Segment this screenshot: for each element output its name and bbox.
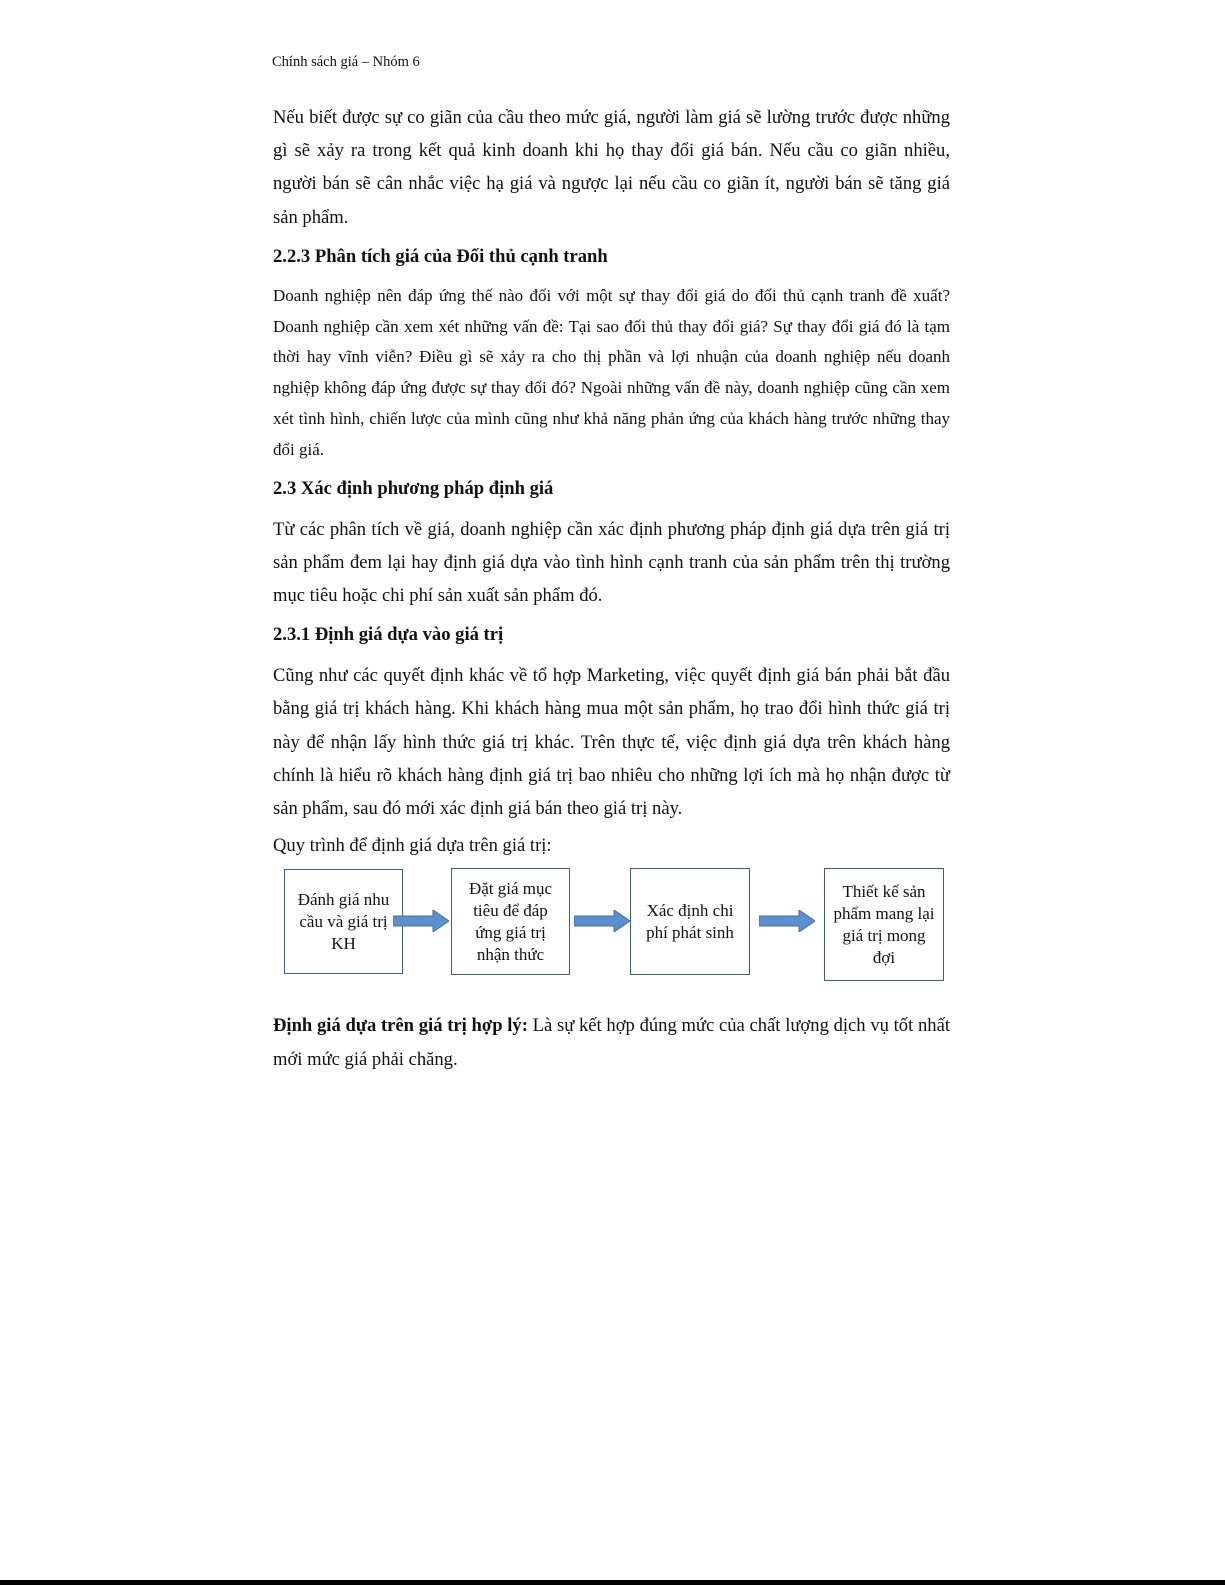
flow-arrow-3	[759, 910, 815, 932]
heading-competitor-price-analysis: 2.2.3 Phân tích giá của Đối thủ cạnh tranh	[273, 245, 608, 267]
value-paragraph: Cũng như các quyết định khác về tổ hợp Marketing, việc quyết định giá bán phải bắt đầu bằng giá trị khách hàng. Khi khách hàng mua một sản phẩm, họ trao đổi hình thức giá trị này để nhận lấy hình thức giá trị khác. Trên thực tế, việc định giá dựa trên khách hàng chính là hiểu rõ khách hàng định giá trị bao nhiêu cho những lợi ích mà họ nhận được từ sản phẩm, sau đó mới xác định giá bán theo giá trị này.	[273, 665, 950, 820]
running-header: Chính sách giá – Nhóm 6	[272, 54, 420, 70]
flow-arrow-1	[393, 910, 449, 932]
heading-pricing-method: 2.3 Xác định phương pháp định giá	[273, 477, 554, 499]
flow-step-set-target-price: Đặt giá mục tiêu để đáp ứng giá trị nhận thức	[451, 868, 570, 975]
final-paragraph	[273, 1009, 950, 1075]
right-arrow-icon	[574, 910, 630, 932]
value-pricing-flowchart	[273, 865, 950, 987]
process-intro: Quy trình để định giá dựa trên giá trị:	[273, 835, 552, 857]
final-paragraph-lead: Định giá dựa trên giá trị hợp lý:	[273, 1015, 528, 1037]
flow-step-assess-needs: Đánh giá nhu cầu và giá trị KH	[284, 869, 403, 974]
method-paragraph: Từ các phân tích về giá, doanh nghiệp cần xác định phương pháp định giá dựa trên giá trị sản phẩm đem lại hay định giá dựa vào tình hình cạnh tranh của sản phẩm trên thị trường mục tiêu hoặc chi phí sản xuất sản phẩm đó.	[273, 518, 950, 606]
intro-paragraph: Nếu biết được sự co giãn của cầu theo mức giá, người làm giá sẽ lường trước được những gì sẽ xảy ra trong kết quả kinh doanh khi họ thay đổi giá bán. Nếu cầu co giãn nhiều, người bán sẽ cân nhắc việc hạ giá và ngược lại nếu cầu co giãn ít, người bán sẽ tăng giá sản phẩm.	[273, 107, 950, 228]
competitor-paragraph: Doanh nghiệp nên đáp ứng thế nào đối với một sự thay đổi giá do đối thủ cạnh tranh đề xuất? Doanh nghiệp cần xem xét những vấn đề: Tại sao đối thủ thay đổi giá? Sự thay đổi giá đó là tạm thời hay vĩnh viễn? Điều gì sẽ xảy ra cho thị phần và lợi nhuận của doanh nghiệp nếu doanh nghiệp không đáp ứng được sự thay đổi đó? Ngoài những vấn đề này, doanh nghiệp cũng cần xem xét tình hình, chiến lược của mình cũng như khả năng phản ứng của khách hàng trước những thay đổi giá.	[273, 285, 950, 459]
heading-value-based-pricing: 2.3.1 Định giá dựa vào giá trị	[273, 624, 504, 646]
right-arrow-icon	[759, 910, 815, 932]
final-paragraph-text: Là sự kết hợp đúng mức của chất lượng dịch vụ tốt nhất mới mức giá phải chăng.	[273, 1015, 950, 1070]
flow-step-determine-costs: Xác định chi phí phát sinh	[630, 868, 750, 975]
flow-step-design-product: Thiết kế sản phẩm mang lại giá trị mong đợi	[824, 868, 944, 981]
document-body	[273, 101, 950, 1076]
flow-arrow-2	[574, 910, 630, 932]
right-arrow-icon	[393, 910, 449, 932]
page-bottom-border	[0, 1580, 1225, 1585]
